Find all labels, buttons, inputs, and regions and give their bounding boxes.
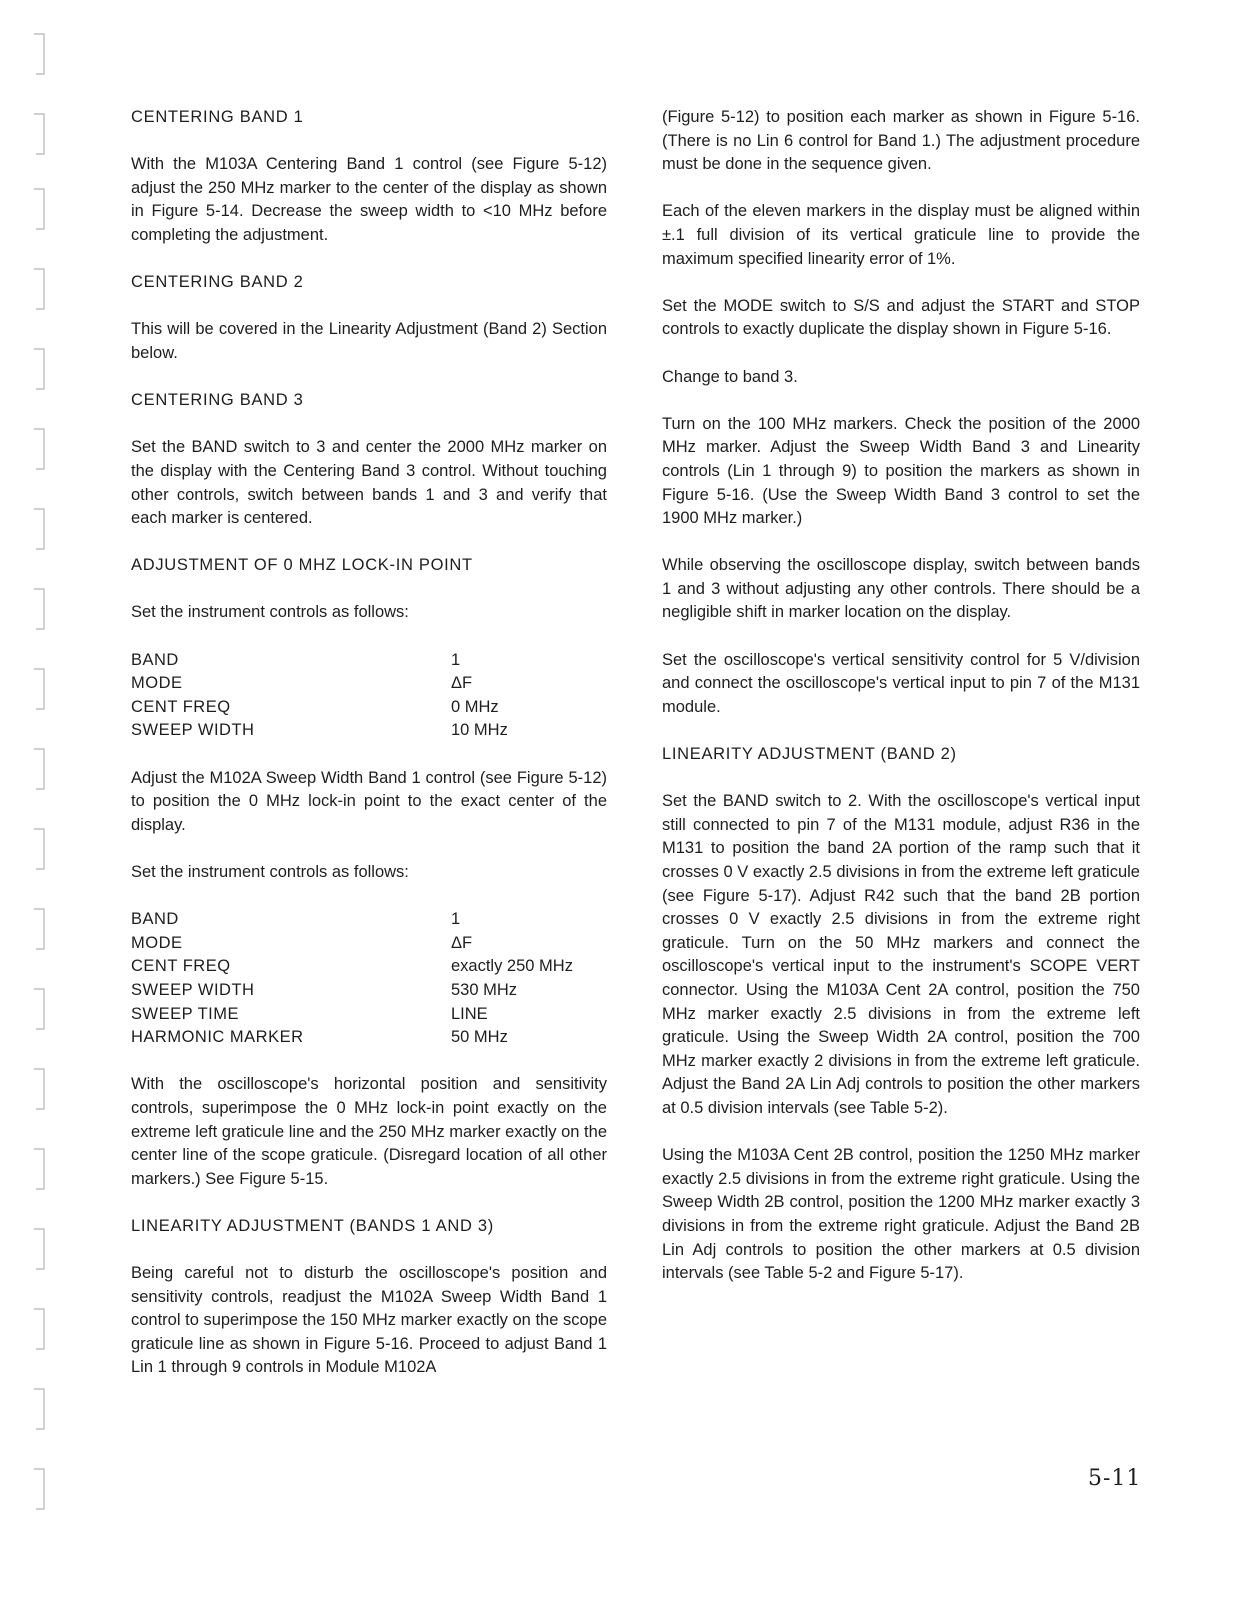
heading-centering-band-3: CENTERING BAND 3 <box>131 391 304 410</box>
binder-mark <box>30 185 52 233</box>
setting-label: BAND <box>131 910 179 929</box>
binder-mark <box>30 905 52 953</box>
settings-row <box>131 719 607 743</box>
binder-mark <box>30 745 52 793</box>
binder-mark <box>30 265 52 313</box>
para-centering-band-2: This will be covered in the Linearity Adjustment (Band 2) Section below. <box>131 320 607 362</box>
para-right-3: Set the MODE switch to S/S and adjust the START and STOP controls to exactly duplicate the display shown in Figure 5-16. <box>662 296 1140 339</box>
para-settings-intro-2: Set the instrument controls as follows: <box>131 863 409 881</box>
para-right-6: While observing the oscilloscope display, switch between bands 1 and 3 without adjusting any other controls. There should be a negligible shift in marker location on the display. <box>662 556 1140 622</box>
left-column <box>131 106 607 1404</box>
heading-lock-in-point: ADJUSTMENT OF 0 MHZ LOCK-IN POINT <box>131 556 473 575</box>
binder-mark <box>30 985 52 1033</box>
setting-label: SWEEP WIDTH <box>131 980 255 999</box>
settings-table-1 <box>131 649 607 743</box>
binder-mark <box>30 30 52 78</box>
para-right-7: Set the oscilloscope's vertical sensitivity control for 5 V/division and connect the oscilloscope's vertical input to pin 7 of the M131 module. <box>662 650 1140 716</box>
heading-centering-band-2: CENTERING BAND 2 <box>131 273 304 292</box>
setting-value: 530 MHz <box>451 980 518 999</box>
setting-value: 10 MHz <box>451 721 508 740</box>
settings-row <box>131 672 607 696</box>
binder-mark <box>30 345 52 393</box>
binder-mark <box>30 825 52 873</box>
binder-mark <box>30 425 52 473</box>
binder-mark <box>30 505 52 553</box>
setting-value: LINE <box>451 1004 488 1023</box>
settings-table-2 <box>131 908 607 1050</box>
setting-value: 50 MHz <box>451 1028 508 1047</box>
setting-value: exactly 250 MHz <box>451 957 573 976</box>
heading-linearity-band-2: LINEARITY ADJUSTMENT (BAND 2) <box>662 745 957 764</box>
settings-row <box>131 649 607 673</box>
right-column <box>662 106 1140 1309</box>
setting-label: CENT FREQ <box>131 957 231 976</box>
binder-mark <box>30 110 52 158</box>
settings-row <box>131 696 607 720</box>
setting-value: 1 <box>451 650 461 669</box>
settings-row <box>131 955 607 979</box>
para-linearity-bands-1-3: Being careful not to disturb the oscilloscope's position and sensitivity controls, readjust the M102A Sweep Width Band 1 control to superimpose the 150 MHz marker exactly on the scope graticule line as shown in Figure 5-16. Proceed to adjust Band 1 Lin 1 through 9 controls in Module M102A <box>131 1264 607 1377</box>
setting-label: BAND <box>131 650 179 669</box>
setting-label: MODE <box>131 674 183 693</box>
setting-label: HARMONIC MARKER <box>131 1028 304 1047</box>
binder-mark <box>30 665 52 713</box>
para-right-2: Each of the eleven markers in the display must be aligned within ±.1 full division of its vertical graticule line to provide the maximum specified linearity error of 1%. <box>662 202 1140 268</box>
page-number: 5-11 <box>1088 1466 1142 1491</box>
binder-mark <box>30 585 52 633</box>
settings-row <box>131 1003 607 1027</box>
para-settings-intro-1: Set the instrument controls as follows: <box>131 603 409 622</box>
setting-value: ΔF <box>451 933 473 952</box>
para-right-4: Change to band 3. <box>662 367 798 386</box>
heading-centering-band-1: CENTERING BAND 1 <box>131 108 304 126</box>
para-adjust-sweep-width: Adjust the M102A Sweep Width Band 1 control (see Figure 5-12) to position the 0 MHz lock-in point to the exact center of the display. <box>131 768 607 834</box>
setting-label: CENT FREQ <box>131 697 231 716</box>
para-linearity-band-2b: Using the M103A Cent 2B control, position the 1250 MHz marker exactly 2.5 divisions in from the extreme right graticule. Using the Sweep Width 2B control, position the 1200 MHz marker exactly 3 divisions in from the extreme right graticule. Adjust the Band 2B Lin Adj controls to position the other markers at 0.5 division intervals (see Table 5-2 and Figure 5-17). <box>662 1146 1140 1283</box>
binder-mark <box>30 1465 52 1513</box>
para-right-1: (Figure 5-12) to position each marker as shown in Figure 5-16. (There is no Lin 6 control for Band 1.) The adjustment procedure must be done in the sequence given. <box>662 108 1140 174</box>
binder-mark <box>30 1385 52 1433</box>
settings-row <box>131 932 607 956</box>
binder-mark <box>30 1145 52 1193</box>
settings-row <box>131 979 607 1003</box>
heading-linearity-bands-1-3: LINEARITY ADJUSTMENT (BANDS 1 AND 3) <box>131 1216 494 1235</box>
binder-mark <box>30 1305 52 1353</box>
setting-value: 0 MHz <box>451 697 499 716</box>
setting-label: SWEEP TIME <box>131 1004 239 1023</box>
settings-row <box>131 908 607 932</box>
setting-value: ΔF <box>451 674 473 693</box>
para-centering-band-3: Set the BAND switch to 3 and center the 2000 MHz marker on the display with the Centering Band 3 control. Without touching other controls, switch between bands 1 and 3 and verify that each marker is centered. <box>131 438 607 528</box>
setting-value: 1 <box>451 910 461 929</box>
binder-mark <box>30 1225 52 1273</box>
settings-row <box>131 1026 607 1050</box>
para-centering-band-1: With the M103A Centering Band 1 control (see Figure 5-12) adjust the 250 MHz marker to the center of the display as shown in Figure 5-14. Decrease the sweep width to <10 MHz before completing the adjustment. <box>131 155 607 244</box>
setting-label: MODE <box>131 933 183 952</box>
setting-label: SWEEP WIDTH <box>131 721 255 740</box>
para-right-5: Turn on the 100 MHz markers. Check the position of the 2000 MHz marker. Adjust the Sweep Width Band 3 and Linearity controls (Lin 1 through 9) to position the markers as shown in Figure 5-16. (Use the Sweep Width Band 3 control to set the 1900 MHz marker.) <box>662 414 1140 528</box>
binder-mark <box>30 1065 52 1113</box>
para-linearity-band-2a: Set the BAND switch to 2. With the oscilloscope's vertical input still connected to pin 7 of the M131 module, adjust R36 in the M131 to position the band 2A portion of the ramp such that it crosses 0 V exactly 2.5 divisions in from the extreme left graticule (see Figure 5-17). Adjust R42 such that the band 2B portion crosses 0 V exactly 2.5 divisions in from the extreme right graticule. Turn on the 50 MHz markers and connect the oscilloscope's vertical input to the instrument's SCOPE VERT connector. Using the M103A Cent 2A control, position the 750 MHz marker exactly 2.5 divisions in from the extreme left graticule. Using the Sweep Width 2A control, position the 700 MHz marker exactly 2 divisions in from the extreme left graticule. Adjust the Band 2A Lin Adj controls to position the other markers at 0.5 division intervals (see Table 5-2). <box>662 792 1140 1117</box>
para-scope-superimpose: With the oscilloscope's horizontal position and sensitivity controls, superimpose the 0 MHz lock-in point exactly on the extreme left graticule line and the 250 MHz marker exactly on the center line of the scope graticule. (Disregard location of all other markers.) See Figure 5-15. <box>131 1075 607 1188</box>
